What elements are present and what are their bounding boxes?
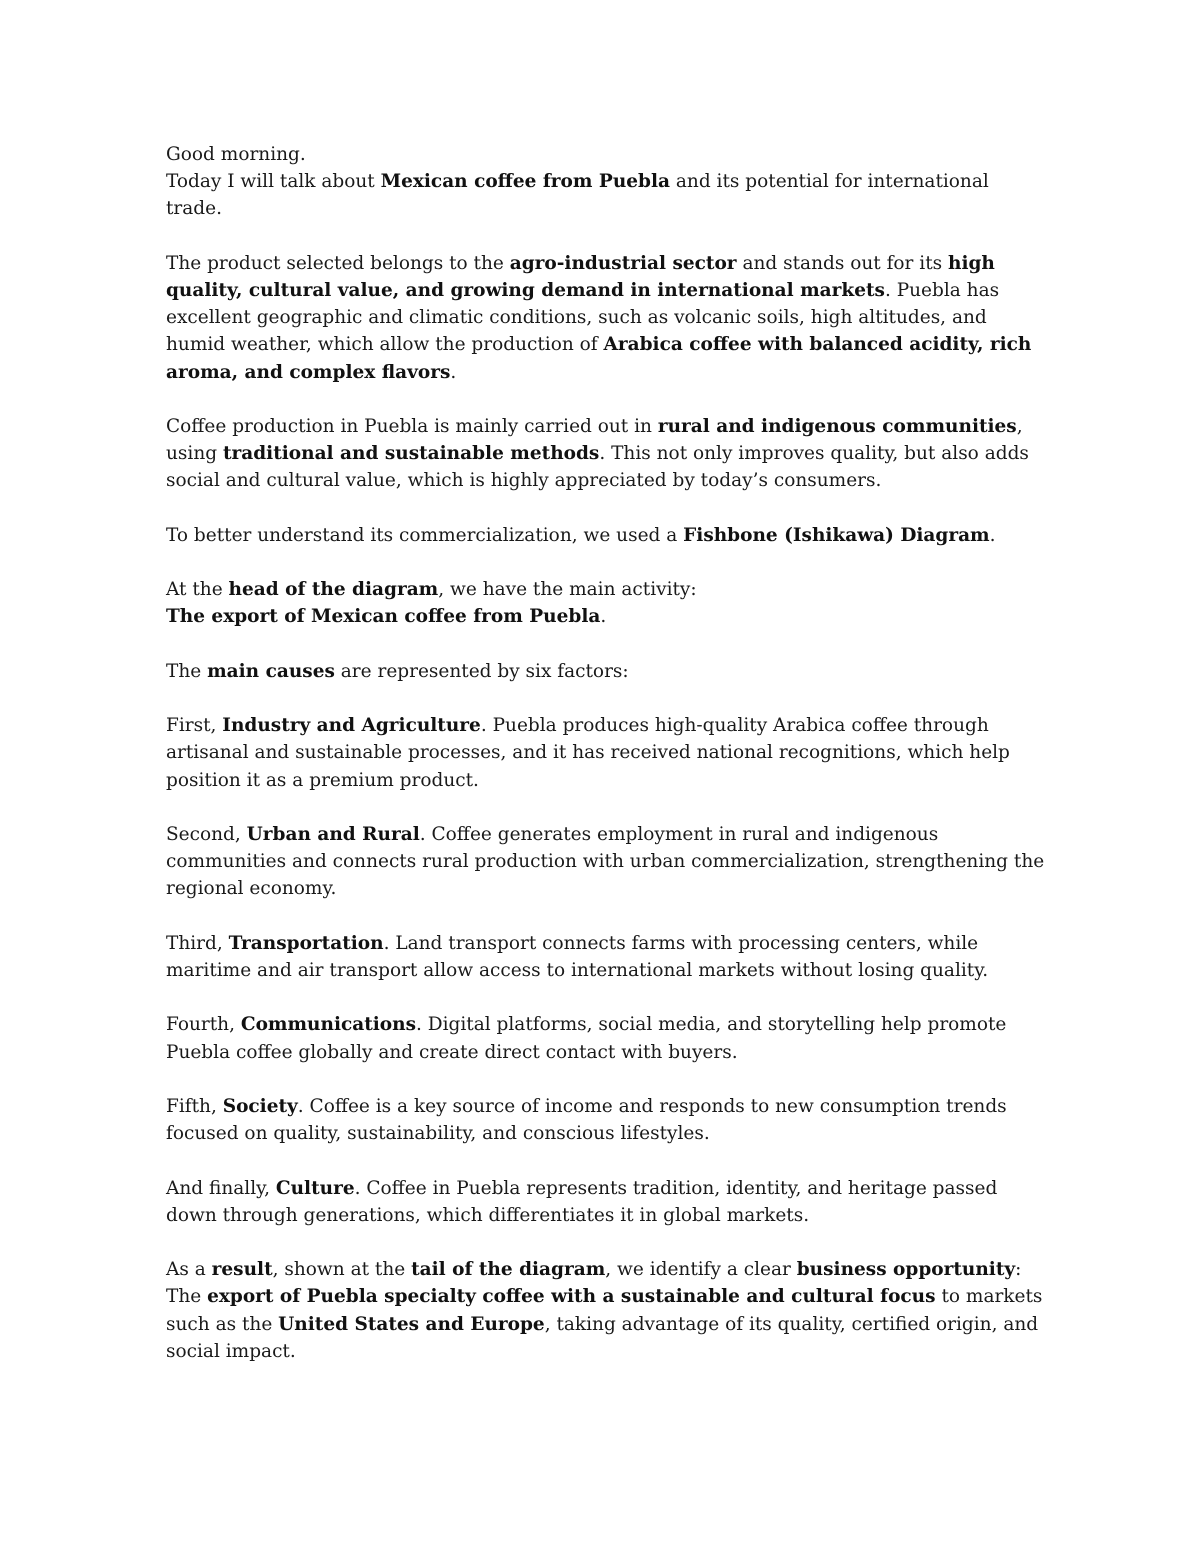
bold-run: The export of Mexican coffee from Puebla <box>166 606 601 628</box>
paragraph-main-causes <box>166 658 1046 685</box>
text-run: . Puebla has excellent geographic and climatic conditions, such as volcanic soils, high altitudes, and humid weather, which allow the production of <box>166 280 1000 356</box>
bold-run: tail of the diagram <box>411 1259 606 1281</box>
paragraph-first-factor <box>166 712 1046 794</box>
paragraph-production <box>166 413 1046 495</box>
text-run: and stands out for its <box>736 252 949 274</box>
bold-run: traditional and sustainable methods <box>222 443 600 465</box>
paragraph-product <box>166 250 1046 386</box>
text-run: The product selected belongs to the <box>166 252 510 274</box>
bold-run: Communications <box>240 1014 417 1036</box>
document-body <box>166 141 1046 1392</box>
text-run: . Coffee in Puebla represents tradition, identity, and heritage passed down through generations, which differentiates it in global markets. <box>166 1177 998 1226</box>
text-run: The <box>166 1286 208 1308</box>
text-run: . Puebla produces high-quality Arabica coffee through artisanal and sustainable processes, and it has received national recognitions, which help position it as a premium product. <box>166 715 1010 791</box>
text-run: . <box>600 606 607 628</box>
text-run: . This not only improves quality, but also adds social and cultural value, which is highly appreciated by today’s consumers. <box>166 443 1029 492</box>
text-run: : <box>1015 1259 1022 1281</box>
bold-run: Urban and Rural <box>246 823 420 845</box>
text-run: . Coffee is a key source of income and responds to new consumption trends focused on quality, sustainability, and conscious lifestyles. <box>166 1095 1007 1145</box>
paragraph-intro <box>166 141 1046 223</box>
intro-text-end: and its potential for international trade. <box>166 171 989 220</box>
bold-run: export of Puebla specialty coffee with a sustainable and cultural focus <box>207 1286 936 1308</box>
paragraph-second-factor <box>166 821 1046 903</box>
paragraph-fourth-factor <box>166 1011 1046 1065</box>
text-run: to markets such as the <box>166 1286 1043 1335</box>
text-run: . Digital platforms, social media, and storytelling help promote Puebla coffee globally and create direct contact with buyers. <box>166 1014 1007 1063</box>
bold-run: result <box>211 1259 273 1281</box>
paragraph-fifth-factor <box>166 1093 1046 1147</box>
bold-run: Industry and Agriculture <box>222 715 481 737</box>
text-run: To better understand its commercialization, we used a <box>166 524 684 546</box>
bold-run: main causes <box>207 660 335 682</box>
head-line <box>166 576 1046 603</box>
text-run: , using <box>166 416 1023 465</box>
text-run: First, <box>166 715 223 737</box>
bold-run: United States and Europe <box>278 1313 545 1335</box>
paragraph-sixth-factor <box>166 1175 1046 1229</box>
bold-run: business opportunity <box>796 1259 1016 1281</box>
text-run: As a <box>166 1259 212 1281</box>
paragraph-third-factor <box>166 930 1046 984</box>
bold-run: head of the diagram <box>228 579 439 601</box>
bold-run: Arabica coffee with balanced acidity, rich aroma, and complex flavors <box>166 334 1032 383</box>
text-run: , we identify a clear <box>605 1259 797 1281</box>
text-run: . <box>450 361 457 383</box>
opportunity-line <box>166 1283 1046 1365</box>
bold-run: Culture <box>275 1177 355 1199</box>
text-run: Third, <box>166 932 229 954</box>
text-run: At the <box>166 579 229 601</box>
bold-run: Society <box>222 1095 298 1117</box>
text-run: And finally, <box>166 1177 276 1199</box>
text-run: , taking advantage of its quality, certified origin, and social impact. <box>166 1313 1039 1362</box>
main-activity-line <box>166 603 1046 630</box>
paragraph-diagram <box>166 522 1046 549</box>
intro-text: Today I will talk about <box>166 171 381 193</box>
paragraph-result <box>166 1256 1046 1365</box>
text-run: . <box>989 524 996 546</box>
text-run: , shown at the <box>272 1259 412 1281</box>
text-run: Second, <box>166 823 247 845</box>
bold-run: high quality, cultural value, and growing demand in international markets <box>166 252 995 301</box>
text-run: . Land transport connects farms with processing centers, while maritime and air transport allow access to international markets without losing quality. <box>166 932 989 981</box>
bold-run: rural and indigenous communities <box>657 416 1017 437</box>
text-run: . Coffee generates employment in rural and indigenous communities and connects rural production with urban commercialization, strengthening the regional economy. <box>166 823 1045 900</box>
bold-run: Transportation <box>228 932 384 954</box>
text-run: The <box>166 660 208 682</box>
text-run: , we have the main activity: <box>438 579 697 601</box>
text-run: are represented by six factors: <box>334 660 629 682</box>
bold-run: Fishbone (Ishikawa) Diagram <box>683 524 990 546</box>
paragraph-head <box>166 576 1046 630</box>
greeting-line: Good morning. <box>166 144 306 165</box>
bold-run: agro-industrial sector <box>509 252 737 274</box>
text-run: Fifth, <box>166 1095 223 1117</box>
text-run: Fourth, <box>166 1014 241 1036</box>
text-run: Coffee production in Puebla is mainly carried out in <box>166 416 658 437</box>
result-line <box>166 1256 1046 1283</box>
intro-bold-topic: Mexican coffee from Puebla <box>380 171 670 193</box>
